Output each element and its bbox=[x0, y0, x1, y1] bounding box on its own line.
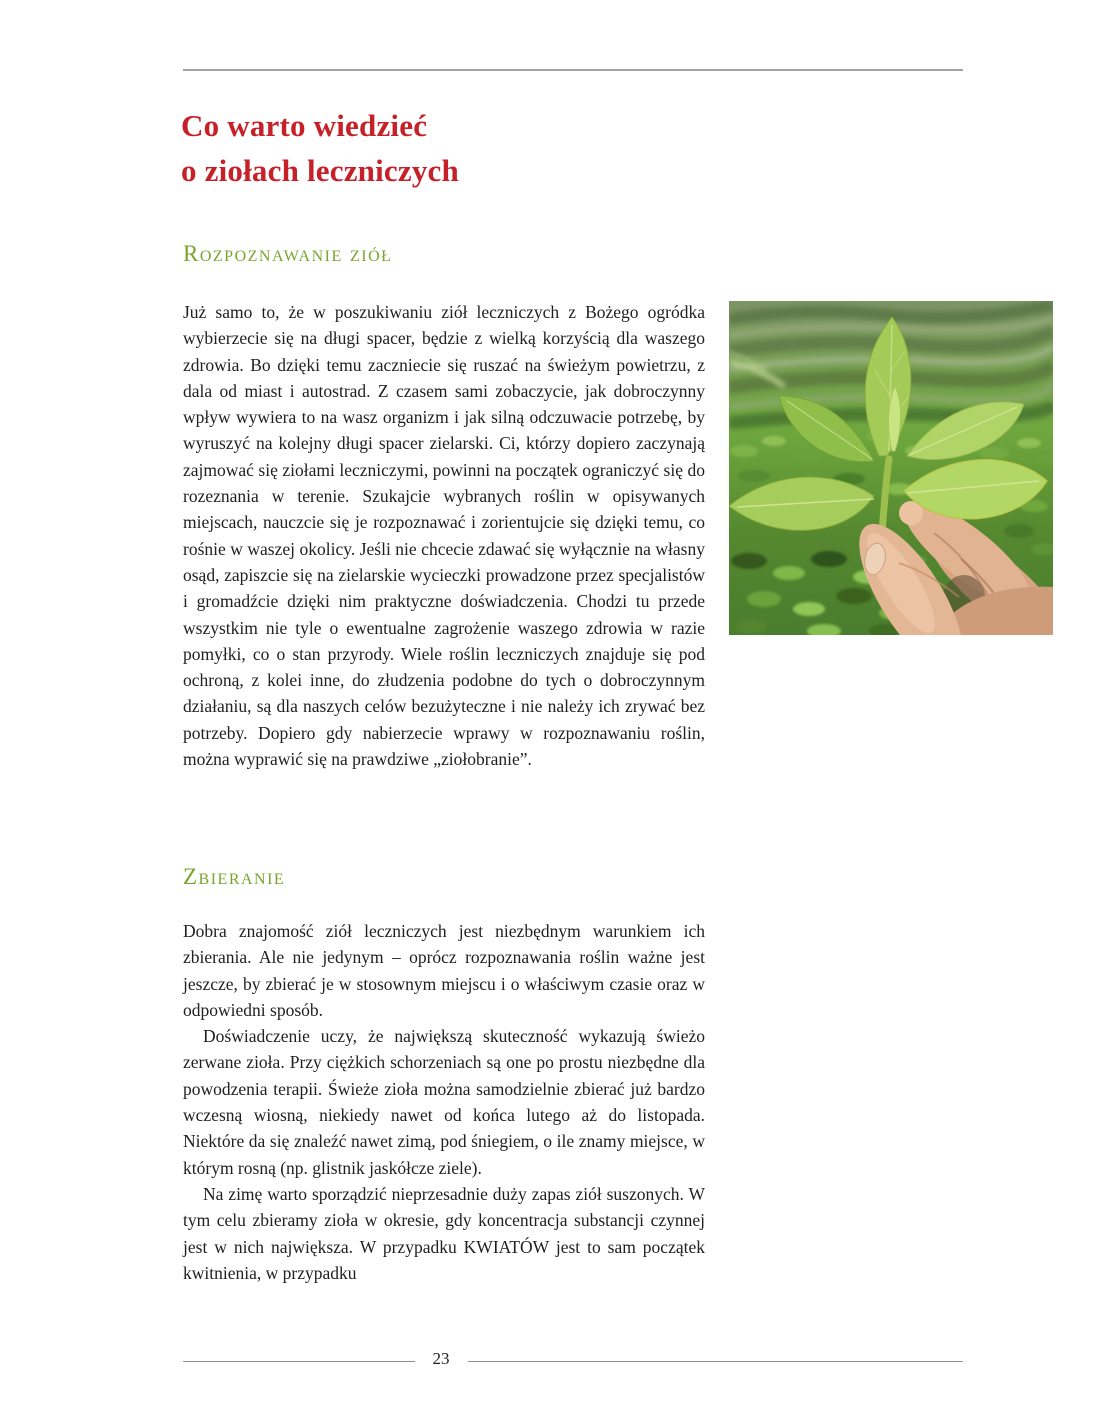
page-title-line1: Co warto wiedzieć bbox=[181, 108, 428, 143]
body-paragraph: Już samo to, że w poszukiwaniu ziół leczniczych z Bożego ogródka wybierzecie się na długi spacer, będzie z wielką korzyścią dla waszego zdrowia. Bo dzięki temu zaczniecie się ruszać na świeżym powietrzu, z dala od miast i autostrad. Z czasem sami zobaczycie, jak dobroczynny wpływ wywiera to na wasz organizm i jak silną odczuwacie potrzebę, by wyruszyć na kolejny długi spacer zielarski. Ci, którzy dopiero zaczynają zajmować się ziołami leczniczymi, powinni na początek ograniczyć się do rozeznania w terenie. Szukajcie wybranych roślin w opisywanych miejscach, nauczcie się je rozpoznawać i zorientujcie się dzięki temu, co rośnie w waszej okolicy. Jeśli nie chcecie zdawać się wyłącznie na własny osąd, zapiszcie się na zielarskie wycieczki prowadzone przez specjalistów i gromadźcie dzięki nim praktyczne doświadczenia. Chodzi tu przede wszystkim nie tyle o ewentualne zagrożenie waszego zdrowia w razie pomyłki, co o stan przyrody. Wiele roślin leczniczych znajduje się pod ochroną, z kolei inne, do złudzenia podobne do tych o dobroczynnym działaniu, są dla naszych celów bezużyteczne i nie należy ich zrywać bez potrzeby. Dopiero gdy nabierzecie wprawy w rozpoznawaniu roślin, można wyprawić się na prawdziwe „ziołobranie”. bbox=[183, 302, 705, 770]
footer-rule-right bbox=[468, 1361, 963, 1362]
page-title-line2: o ziołach leczniczych bbox=[181, 153, 459, 188]
footer-rule-left bbox=[183, 1361, 415, 1362]
body-paragraph: Doświadczenie uczy, że największą skuteczność wykazują świeżo zerwane zioła. Przy ciężkich schorzeniach są one po prostu niezbędne dla powodzenia terapii. Świeże zioła można samodzielnie zbierać już bardzo wczesną wiosną, niekiedy nawet od końca lutego aż do listopada. Niektóre da się znaleźć nawet zimą, pod śniegiem, o ile znamy miejsce, w którym rosną (np. glistnik jaskółcze ziele). bbox=[183, 1026, 705, 1178]
page-number: 23 bbox=[432, 1349, 450, 1368]
body-paragraph: Dobra znajomość ziół leczniczych jest niezbędnym warunkiem ich zbierania. Ale nie jedynym – oprócz rozpoznawania roślin ważne jest jeszcze, by zbierać je w stosownym miejscu i o właściwym czasie oraz w odpowiedni sposób. bbox=[183, 921, 705, 1020]
section-zbieranie-text bbox=[183, 918, 705, 1286]
tea-leaves-photo bbox=[729, 301, 1053, 635]
page-title bbox=[181, 103, 459, 193]
section-heading-zbieranie: Zbieranie bbox=[183, 864, 286, 889]
body-paragraph: Na zimę warto sporządzić nieprzesadnie duży zapas ziół suszonych. W tym celu zbieramy zioła w okresie, gdy koncentracja substancji czynnej jest w nich największa. W przypadku KWIATÓW jest to sam początek kwitnienia, w przypadku bbox=[183, 1183, 705, 1283]
header-rule bbox=[183, 69, 963, 71]
section-heading-rozpoznawanie-ziol: Rozpoznawanie ziół bbox=[183, 241, 393, 266]
tea-leaves-photo-graphic bbox=[729, 301, 1053, 635]
